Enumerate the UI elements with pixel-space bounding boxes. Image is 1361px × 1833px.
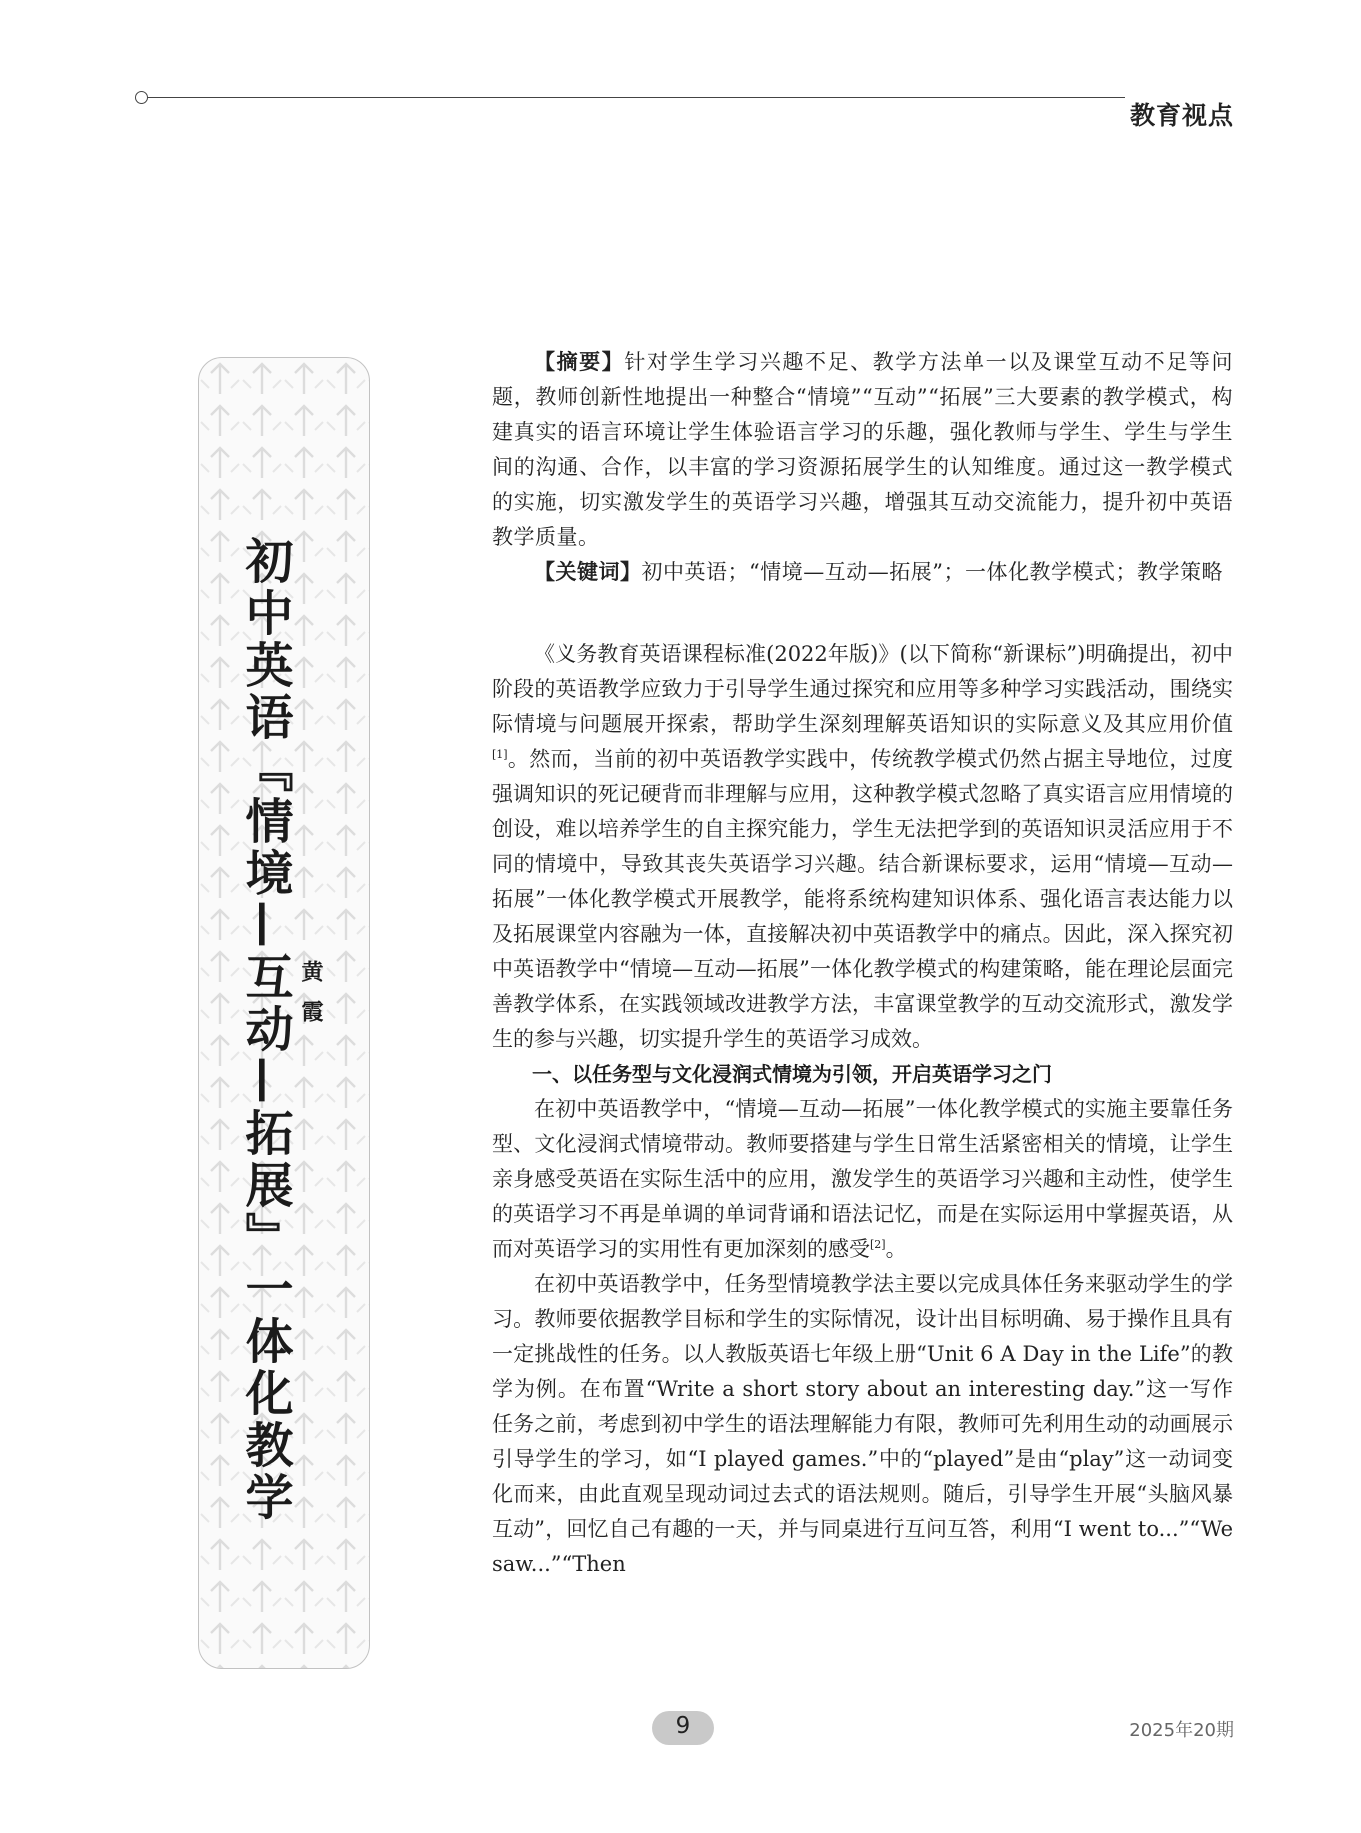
paragraph-2-text-a: 在初中英语教学中，“情境—互动—拓展”一体化教学模式的实施主要靠任务型、文化浸润式情境带动。教师要搭建与学生日常生活紧密相关的情境，让学生亲身感受英语在实际生活中的应用，激发学生的英语学习兴趣和主动性，使学生的英语学习不再是单调的单词背诵和语法记忆，而是在实际运用中掌握英语，从而对英语学习的实用性有更加深刻的感受 [492, 1097, 1233, 1261]
paragraph-3: 在初中英语教学中，任务型情境教学法主要以完成具体任务来驱动学生的学习。教师要依据教学目标和学生的实际情况，设计出目标明确、易于操作且具有一定挑战性的任务。以人教版英语七年级上册“Unit 6 A Day in the Life”的教学为例。在布置“Write a short story about an interesting day.”这一写作任务之前，考虑到初中学生的语法理解能力有限，教师可先利用生动的动画展示引导学生的学习，如“I played games.”中的“played”是由“play”这一动词变化而来，由此直观呈现动词过去式的语法规则。随后，引导学生开展“头脑风暴互动”，回忆自己有趣的一天，并与同桌进行互问互答，利用“I went to...”“We saw...”“Then [492, 1272, 1233, 1576]
author-name: 黄霞 [298, 960, 324, 1040]
header-circle-ornament [135, 91, 148, 104]
article-body [492, 345, 1233, 1582]
section-heading-1: 一、以任务型与文化浸润式情境为引领，开启英语学习之门 [532, 1062, 1052, 1086]
article-title: 初中英语『情境—互动—拓展』一体化教学 [237, 536, 293, 1524]
keywords-text: 初中英语；“情境—互动—拓展”；一体化教学模式；教学策略 [641, 560, 1223, 584]
paragraph-2-text-b: 。 [885, 1237, 907, 1261]
issue-label: 2025年20期 [1129, 1720, 1234, 1741]
keywords-label: 【关键词】 [534, 560, 642, 584]
citation-2: [2] [870, 1238, 886, 1251]
abstract-label: 【摘要】 [534, 350, 625, 374]
abstract [492, 345, 1233, 555]
paragraph-2 [492, 1092, 1233, 1267]
keywords [492, 555, 1233, 590]
paragraph-1 [492, 637, 1233, 1057]
paragraph-1-text-a: 《义务教育英语课程标准(2022年版)》(以下简称“新课标”)明确提出，初中阶段的英语教学应致力于引导学生通过探究和应用等多种学习实践活动，围绕实际情境与问题展开探索，帮助学生深刻理解英语知识的实际意义及其应用价值 [492, 642, 1233, 736]
paragraph-1-text-b: 。然而，当前的初中英语教学实践中，传统教学模式仍然占据主导地位，过度强调知识的死记硬背而非理解与应用，这种教学模式忽略了真实语言应用情境的创设，难以培养学生的自主探究能力，学生无法把学到的英语知识灵活应用于不同的情境中，导致其丧失英语学习兴趣。结合新课标要求，运用“情境—互动—拓展”一体化教学模式开展教学，能将系统构建知识体系、强化语言表达能力以及拓展课堂内容融为一体，直接解决初中英语教学中的痛点。因此，深入探究初中英语教学中“情境—互动—拓展”一体化教学模式的构建策略，能在理论层面完善教学体系，在实践领域改进教学方法，丰富课堂教学的互动交流形式，激发学生的参与兴趣，切实提升学生的英语学习成效。 [492, 747, 1233, 1051]
abstract-text: 针对学生学习兴趣不足、教学方法单一以及课堂互动不足等问题，教师创新性地提出一种整合“情境”“互动”“拓展”三大要素的教学模式，构建真实的语言环境让学生体验语言学习的乐趣，强化教师与学生、学生与学生间的沟通、合作，以丰富的学习资源拓展学生的认知维度。通过这一教学模式的实施，切实激发学生的英语学习兴趣，增强其互动交流能力，提升初中英语教学质量。 [492, 350, 1234, 549]
title-panel [198, 357, 370, 1669]
section-label: 教育视点 [1129, 101, 1234, 130]
header-rule [145, 97, 1125, 98]
citation-1: [1] [492, 748, 508, 761]
page-number: 9 [675, 1713, 691, 1739]
